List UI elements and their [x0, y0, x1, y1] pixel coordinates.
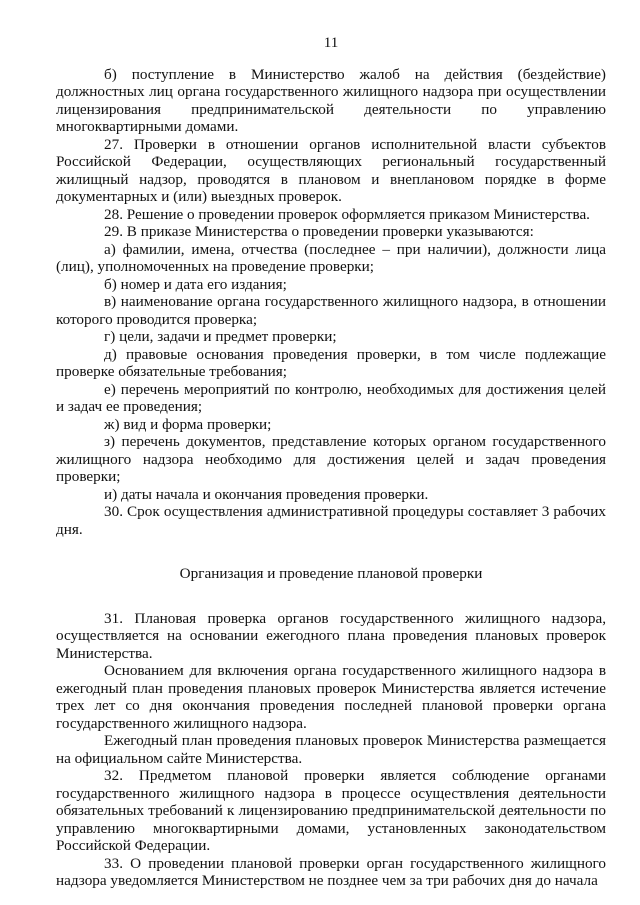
paragraph-29-zh: ж) вид и форма проверки; [104, 415, 272, 433]
paragraph-29-g: г) цели, задачи и предмет проверки; [104, 328, 337, 345]
paragraph-item-b-complaints: б) поступление в Министерство жалоб на действия (бездействие) должностных лиц органа государственного жилищного надзора при осуществлении лицензирования предпринимательской деятельности по управлению многоквартирными домами. [56, 65, 606, 135]
body-section-top [56, 66, 606, 539]
page-number: 11 [323, 34, 339, 51]
paragraph-30: 30. Срок осуществления административной процедуры составляет 3 рабочих дня. [56, 503, 606, 538]
paragraph-33: 33. О проведении плановой проверки орган государственного жилищного надзора уведомляется Министерством не позднее чем за три рабочих дня до начала [56, 854, 606, 889]
paragraph-29: 29. В приказе Министерства о проведении проверки указываются: [104, 223, 534, 240]
paragraph-29-e: е) перечень мероприятий по контролю, необходимых для достижения целей и задач ее проведения; [56, 380, 606, 415]
paragraph-29-a: а) фамилии, имена, отчества (последнее – при наличии), должности лица (лиц), уполномоченных на проведение проверки; [56, 240, 606, 275]
paragraph-31-publication: Ежегодный план проведения плановых проверок Министерства размещается на официальном сайте Министерства. [56, 732, 606, 767]
paragraph-31: 31. Плановая проверка органов государственного жилищного надзора, осуществляется на основании ежегодного плана проведения плановых проверок Министерства. [56, 609, 606, 662]
paragraph-27: 27. Проверки в отношении органов исполнительной власти субъектов Российской Федерации, осуществляющих региональный государственный жилищный надзор, проводятся в плановом и внеплановом порядке в форме документарных и (или) выездных проверок. [56, 135, 606, 205]
section-heading: Организация и проведение плановой проверки [179, 565, 483, 582]
body-section-bottom [56, 610, 606, 890]
paragraph-29-v: в) наименование органа государственного жилищного надзора, в отношении которого проводится проверка; [56, 293, 606, 328]
paragraph-29-i: и) даты начала и окончания проведения проверки. [104, 485, 429, 503]
paragraph-28: 28. Решение о проведении проверок оформляется приказом Министерства. [104, 205, 590, 223]
paragraph-29-b: б) номер и дата его издания; [104, 275, 287, 293]
paragraph-32: 32. Предметом плановой проверки является соблюдение органами государственного жилищного надзора в процессе осуществления деятельности обязательных требований к лицензированию предпринимательской деятельности по управлению многоквартирными домами, установленных законодательством Российской Федерации. [56, 767, 606, 854]
paragraph-31-basis: Основанием для включения органа государственного жилищного надзора в ежегодный план проведения плановых проверок Министерства является истечение трех лет со дня окончания проведения последней плановой проверки органа государственного жилищного надзора. [56, 662, 606, 732]
paragraph-29-z: з) перечень документов, представление которых органом государственного жилищного надзора необходимо для достижения целей и задач проведения проверки; [56, 433, 606, 485]
paragraph-29-d: д) правовые основания проведения проверки, в том числе подлежащие проверке обязательные требования; [56, 345, 606, 380]
document-page [56, 34, 606, 890]
